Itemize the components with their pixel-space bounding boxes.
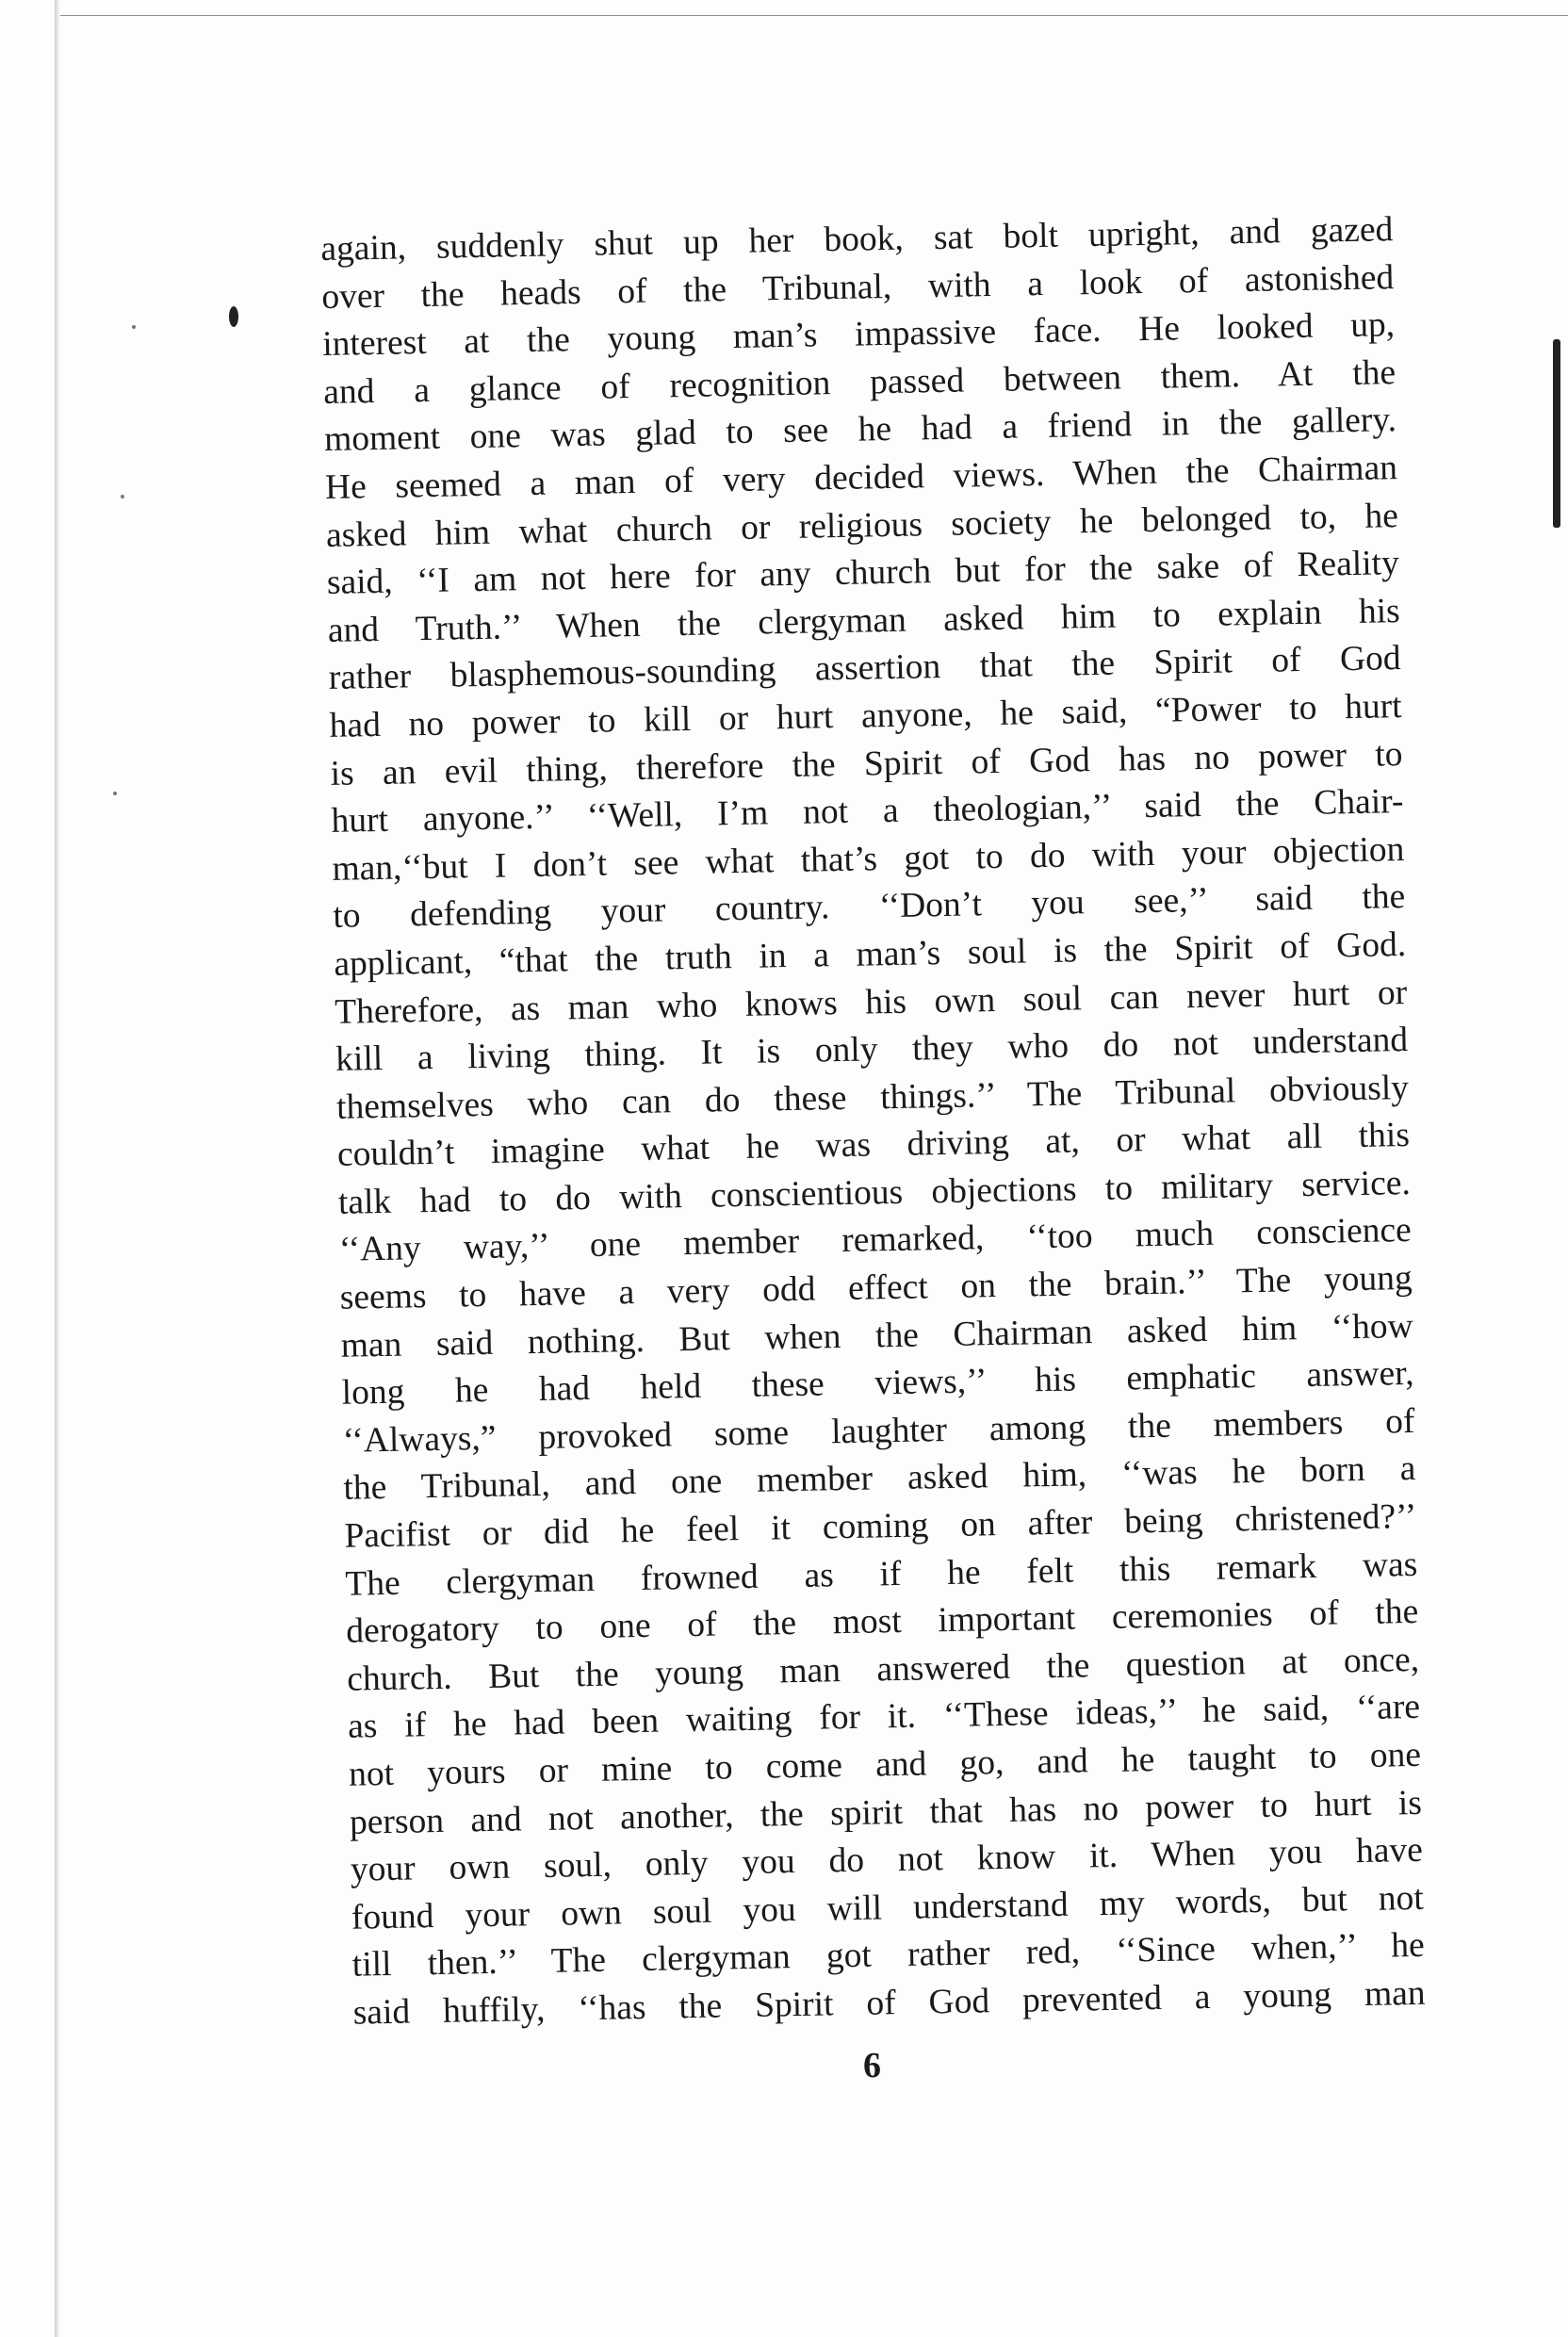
text-line: person and not another, the spirit that has no power to hurt is	[349, 1783, 1423, 1842]
dust-dot	[113, 792, 117, 795]
text-line: over the heads of the Tribunal, with a look of astonished	[321, 257, 1395, 317]
text-line: said, ‘‘I am not here for any church but for the sake of Reality	[326, 544, 1400, 603]
text-line: and a glance of recognition passed between them. At the	[322, 352, 1396, 412]
text-line: long he had held these views,’’ his emphatic answer,	[341, 1354, 1414, 1414]
text-line: The clergyman frowned as if he felt this remark was	[345, 1544, 1418, 1604]
text-line: the Tribunal, and one member asked him, ‘‘was he born a	[343, 1449, 1416, 1509]
text-line: moment one was glad to see he had a friend in the gallery.	[323, 400, 1397, 460]
text-line: applicant, “that the truth in a man’s soul is the Spirit of God.	[333, 924, 1407, 984]
text-line: interest at the young man’s impassive face. He looked up,	[321, 305, 1396, 365]
text-line: as if he had been waiting for it. ‘‘These ideas,’’ he said, ‘‘are	[347, 1688, 1421, 1747]
text-line: your own soul, only you do not know it. When you have	[350, 1831, 1424, 1889]
text-line: rather blasphemous-sounding assertion that the Spirit of God	[328, 639, 1401, 698]
text-line: couldn’t imagine what he was driving at, or what all this	[336, 1116, 1411, 1175]
page-number: 6	[863, 2046, 881, 2085]
ink-speck	[229, 306, 238, 327]
dust-dot	[121, 495, 124, 498]
text-line: seems to have a very odd effect on the brain.’’ The young	[339, 1259, 1413, 1317]
text-line: found your own soul you will understand my words, but not	[351, 1878, 1425, 1937]
text-line: and Truth.’’ When the clergyman asked him to explain his	[327, 591, 1401, 650]
text-line: hurt anyone.’’ ‘‘Well, I’m not a theologian,’’ said the Chair-	[331, 782, 1404, 842]
text-line: asked him what church or religious society he belonged to, he	[325, 496, 1399, 555]
text-line: Pacifist or did he feel it coming on after being christened?’’	[344, 1496, 1417, 1556]
page-top-edge	[55, 0, 1568, 16]
text-line: said huffily, ‘‘has the Spirit of God prevented a young man	[352, 1973, 1426, 2033]
text-line: He seemed a man of very decided views. When the Chairman	[324, 449, 1398, 507]
text-line: till then.’’ The clergyman got rather red, ‘‘Since when,’’ he	[351, 1926, 1426, 1986]
body-text	[320, 206, 1426, 2037]
text-line: man said nothing. But when the Chairman asked him ‘‘how	[340, 1306, 1413, 1365]
text-line: ‘‘Always,” provoked some laughter among the members of	[342, 1401, 1415, 1461]
text-line: talk had to do with conscientious objections to military service.	[337, 1163, 1412, 1222]
text-line: Therefore, as man who knows his own soul can never hurt or	[334, 972, 1408, 1032]
page-left-edge	[55, 0, 60, 2337]
text-line: had no power to kill or hurt anyone, he said, “Power to hurt	[329, 686, 1402, 745]
text-line: themselves who can do these things.’’ The Tribunal obviously	[335, 1068, 1410, 1127]
text-line: ‘‘Any way,’’ one member remarked, ‘‘too much conscience	[338, 1211, 1413, 1270]
text-line: man,‘‘but I don’t see what that’s got to do with your objection	[332, 829, 1405, 889]
text-line: church. But the young man answered the question at once,	[346, 1640, 1420, 1699]
text-line: not yours or mine to come and go, and he taught to one	[348, 1735, 1422, 1794]
text-line: kill a living thing. It is only they who do not understand	[335, 1021, 1409, 1079]
text-line: to defending your country. ‘‘Don’t you see,’’ said the	[333, 877, 1406, 937]
binding-mark	[1553, 339, 1560, 528]
text-line: derogatory to one of the most important ceremonies of the	[345, 1593, 1419, 1651]
dust-dot	[132, 325, 136, 329]
text-line: again, suddenly shut up her book, sat bolt upright, and gazed	[320, 210, 1394, 269]
text-line: is an evil thing, therefore the Spirit of God has no power to	[330, 734, 1403, 793]
